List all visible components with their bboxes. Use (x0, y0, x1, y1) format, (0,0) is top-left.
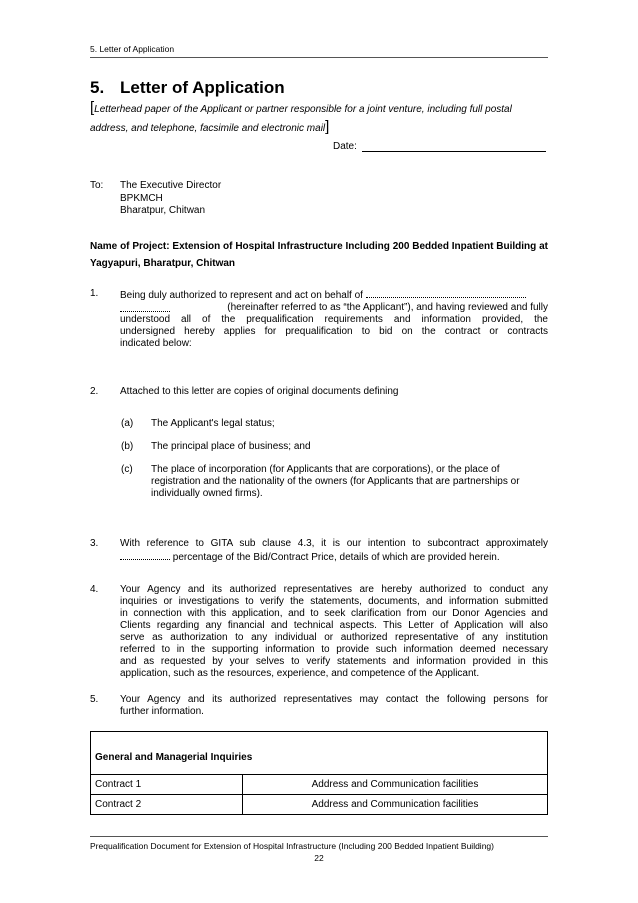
sub-item-label: (c) (121, 464, 133, 475)
p3-line: With reference to GITA sub clause 4.3, it is our intention to subcontract approximately (120, 538, 548, 549)
p1-line: Being duly authorized to represent and act on behalf of (120, 290, 363, 301)
p4-line: Your Agency and its authorized representatives are hereby authorized to conduct any (120, 584, 548, 595)
p4-line: inquiries or investigations to verify the statements, documents, and information submitted (120, 596, 548, 607)
section-title: Letter of Application (120, 78, 285, 97)
sub-item-line: registration and the nationality of the owners (for Applicants that are partnerships or (151, 476, 520, 487)
date-field[interactable] (362, 151, 546, 152)
table-row (91, 775, 548, 795)
subcontract-percentage-field[interactable] (120, 550, 170, 560)
p4-line: serve as authorization to any individual or authorized representative of any institution (120, 632, 548, 643)
addressee-line: The Executive Director (120, 180, 222, 191)
paragraph-5 (120, 694, 548, 718)
paragraph-number: 5. (90, 694, 99, 705)
p4-line: Clients regarding any financial and technical aspects. This Letter of Application will also (120, 620, 548, 631)
p4-line: in connection with this application, and to seek clarification from our Donor Agencies and (120, 608, 548, 619)
details-cell: Address and Communication facilities (243, 775, 548, 795)
p5-line: Your Agency and its authorized representatives may contact the following persons for (120, 694, 548, 705)
instruction-line-1: Letterhead paper of the Applicant or partner responsible for a joint venture, including full postal (94, 104, 512, 115)
applicant-name-field-cont[interactable] (120, 302, 170, 312)
sub-item-line: The place of incorporation (for Applicants that are corporations), or the place of (151, 464, 500, 475)
sub-item-line: individually owned firms). (151, 488, 263, 499)
sub-item-text (151, 464, 548, 500)
paragraph-1 (120, 288, 548, 350)
project-name: Name of Project: Extension of Hospital Infrastructure Including 200 Bedded Inpatient Building at Yagyapuri, Bharatpur, Chitwan (90, 241, 548, 269)
instruction-line-2: address, and telephone, facsimile and electronic mail (90, 123, 326, 134)
addressee-line: Bharatpur, Chitwan (120, 205, 206, 216)
paragraph-3 (120, 538, 548, 564)
p1-line: understood all of the prequalification requirements and information provided, the (120, 314, 548, 325)
table-header-row (91, 732, 548, 775)
sub-item-label: (b) (121, 441, 134, 452)
footer-text: Prequalification Document for Extension of Hospital Infrastructure (Including 200 Bedded Inpatient Building) (90, 841, 494, 851)
paragraph-number: 2. (90, 386, 99, 397)
date-label: Date: (333, 141, 357, 152)
paragraph-number: 1. (90, 288, 99, 299)
page-number: 22 (314, 853, 324, 863)
details-cell: Address and Communication facilities (243, 795, 548, 815)
paragraph-2: Attached to this letter are copies of original documents defining (120, 386, 399, 397)
to-label: To: (90, 180, 104, 191)
footer-rule (90, 836, 548, 837)
sub-item-text: The Applicant's legal status; (151, 418, 275, 429)
addressee-line: BPKMCH (120, 192, 163, 204)
p1-line: (hereinafter referred to as “the Applicant”), and having reviewed and fully (227, 302, 548, 313)
p1-line: indicated below: (120, 338, 192, 349)
paragraph-number: 3. (90, 538, 99, 549)
p4-line: referred to in the supporting information to provide such information deemed necessary (120, 644, 548, 655)
bracket-open: [ (90, 99, 95, 116)
header-rule (90, 57, 548, 58)
paragraph-number: 4. (90, 584, 99, 595)
p4-line: application, such as the resources, experience, and competence of the Applicant. (120, 668, 480, 679)
contract-cell: Contract 2 (91, 795, 243, 815)
table-row (91, 795, 548, 815)
section-heading (90, 78, 285, 98)
letterhead-instruction (90, 100, 548, 138)
p3-line: percentage of the Bid/Contract Price, details of which are provided herein. (172, 552, 500, 563)
bracket-close: ] (325, 118, 330, 135)
p5-line: further information. (120, 706, 204, 717)
applicant-name-field[interactable] (366, 288, 526, 298)
sub-item-text: The principal place of business; and (151, 441, 311, 452)
paragraph-4 (120, 584, 548, 680)
p4-line: and as requested by your selves to verify statements and information provided in this (120, 656, 548, 667)
section-number: 5. (90, 78, 105, 97)
running-header: 5. Letter of Application (90, 44, 175, 54)
addressee-block (120, 180, 221, 218)
contact-table (90, 731, 548, 815)
contract-cell: Contract 1 (91, 775, 243, 795)
sub-item-label: (a) (121, 418, 134, 429)
table-heading: General and Managerial Inquiries (91, 732, 548, 775)
p1-line: undersigned hereby applies for prequalification to bid on the contract or contracts (120, 326, 548, 337)
